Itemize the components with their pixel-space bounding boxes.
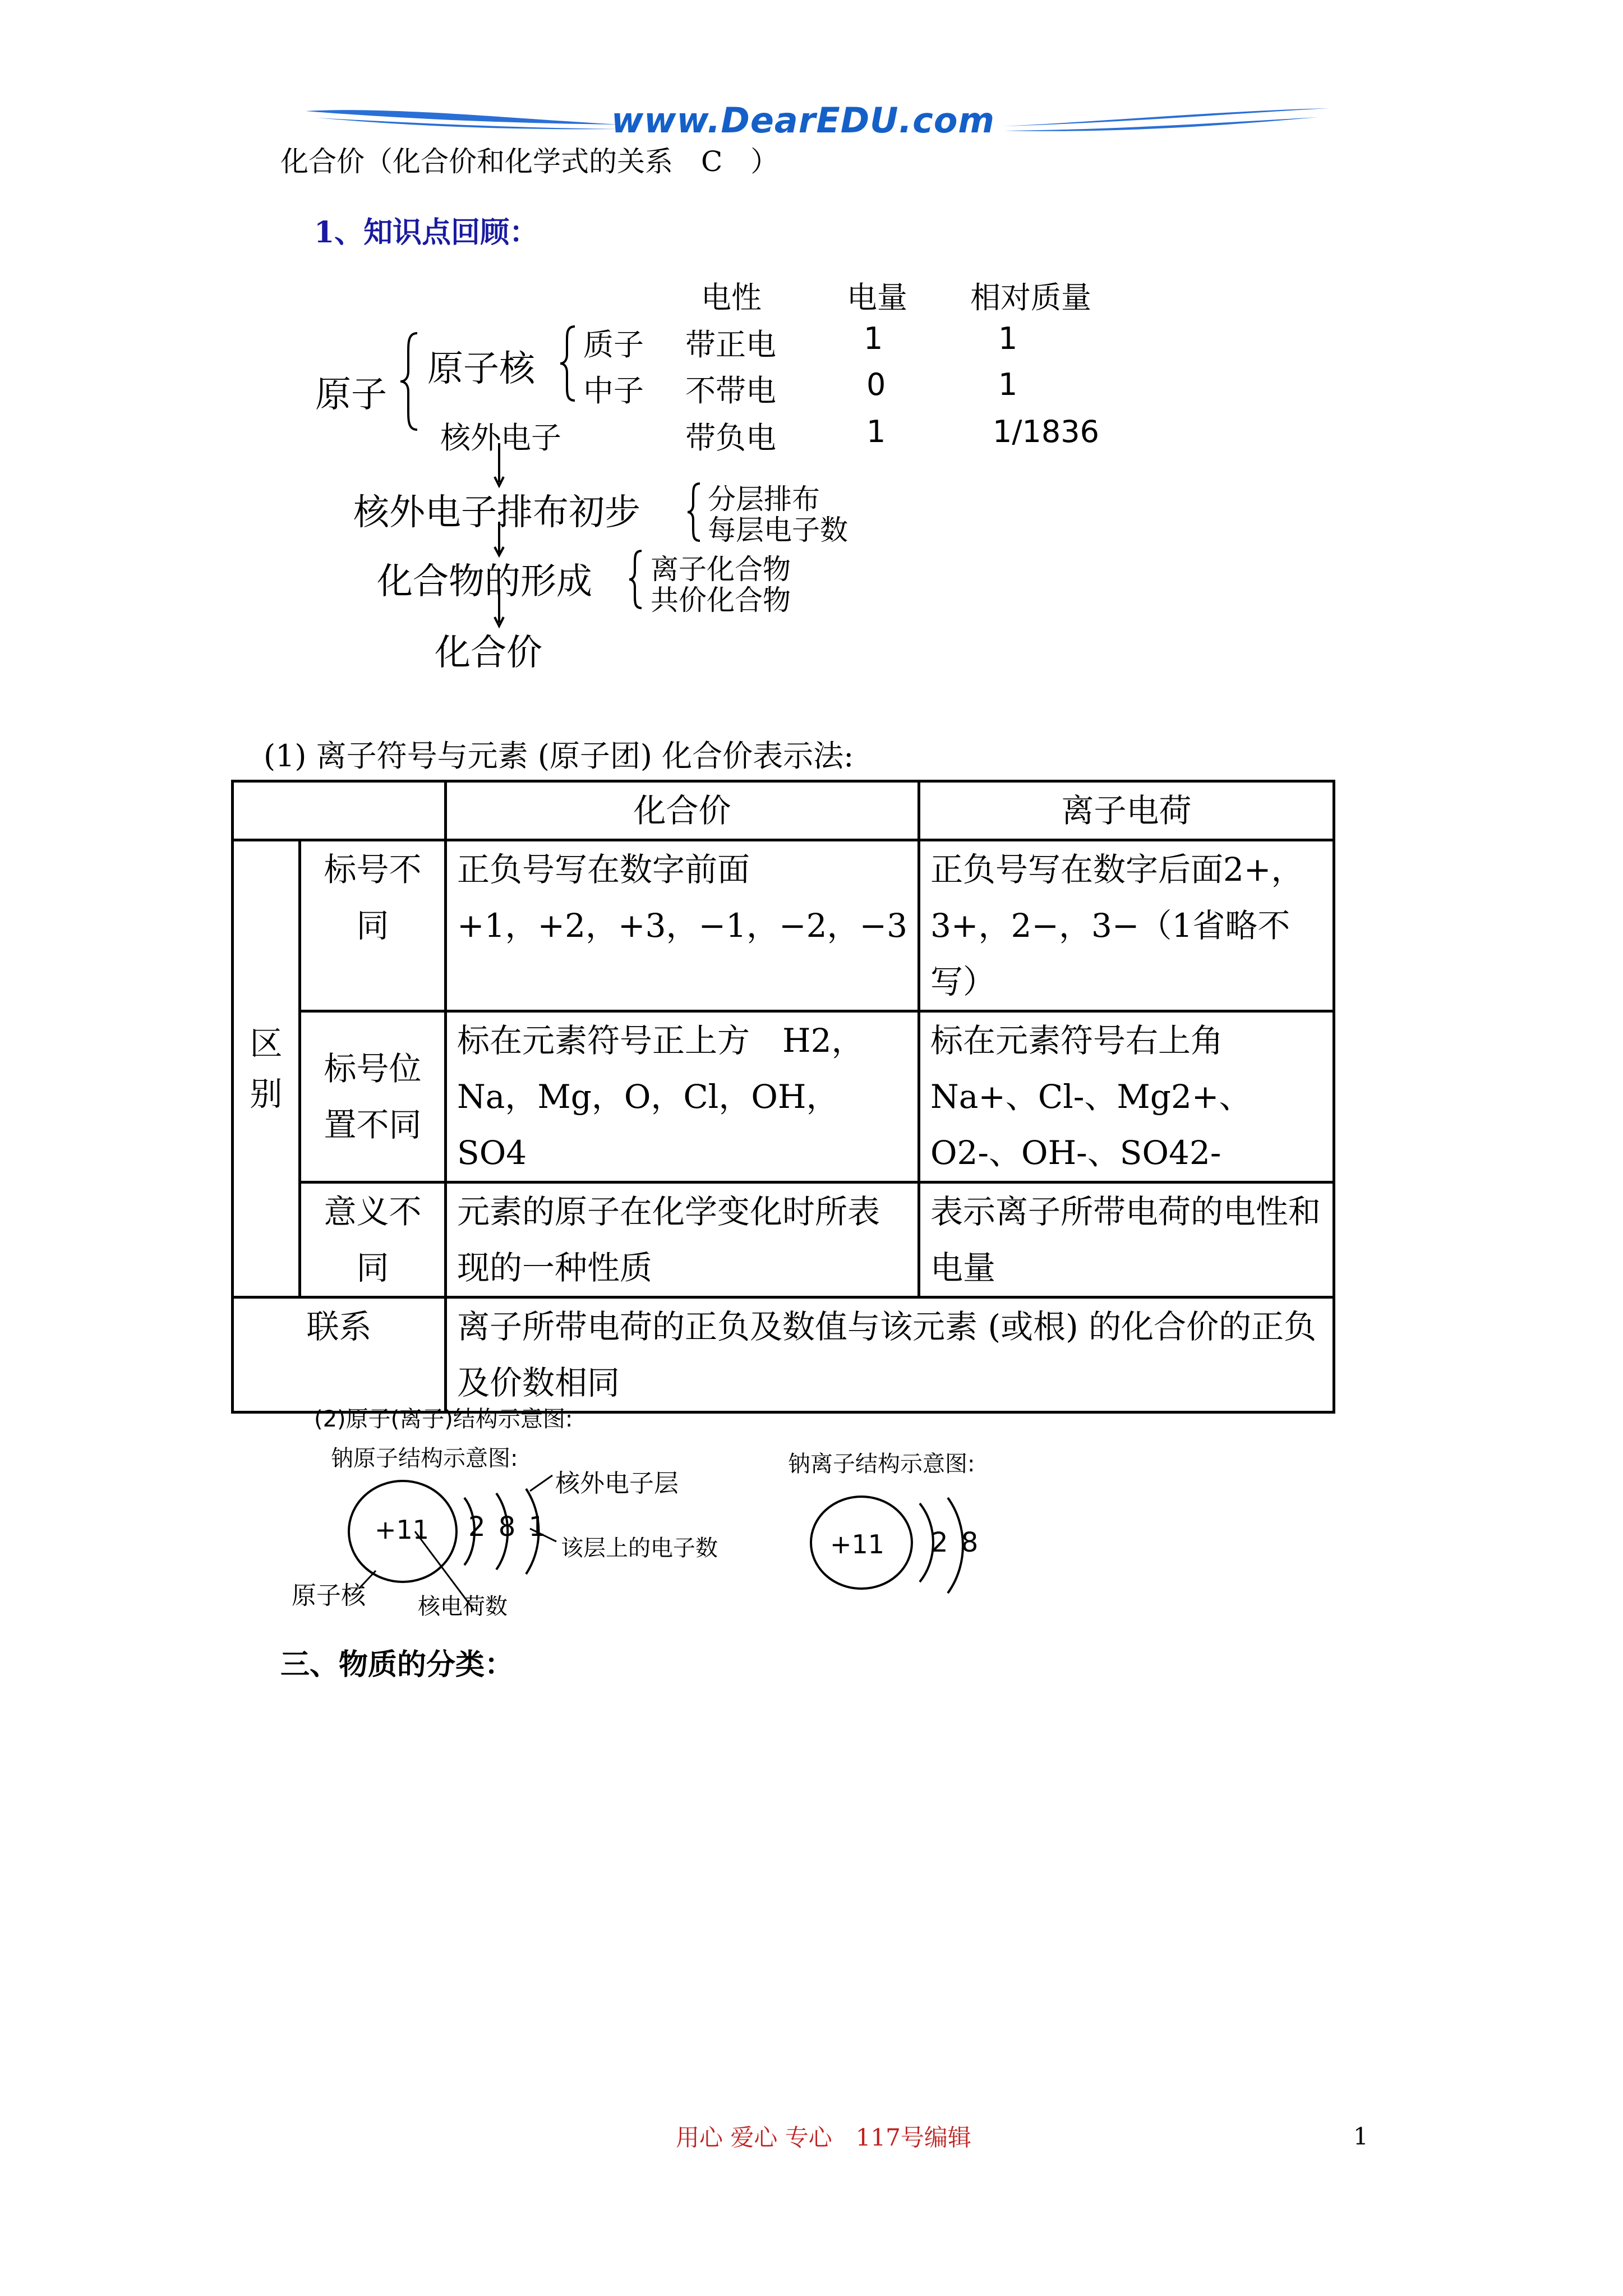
label-nuclear-charge: 核电荷数 — [418, 1594, 508, 1619]
row-valence-meaning: 元素的原子在化学变化时所表现的一种性质 — [446, 1182, 919, 1297]
label-nucleus: 原子核 — [292, 1581, 366, 1610]
col-header-mass: 相对质量 — [970, 280, 1091, 315]
row-ion-meaning: 表示离子所带电荷的电性和电量 — [919, 1182, 1334, 1297]
brace-atom-icon — [398, 331, 421, 432]
row-valence-marker: 正负号写在数字前面+1，+2，+3，−1，−2，−3 — [446, 840, 919, 1011]
section1-heading: 1、知识点回顾： — [314, 215, 539, 250]
page-title: 化合价（化合价和化学式的关系 C ） — [280, 145, 779, 178]
flow-item-covalent: 共价化合物 — [651, 584, 791, 616]
link-label: 联系 — [233, 1297, 446, 1412]
header-swoosh-right — [1004, 104, 1329, 137]
flow-valence: 化合价 — [435, 632, 542, 674]
brace-arrangement-icon — [685, 481, 702, 543]
structure-heading: (2)原子(离子)结构示意图: — [314, 1406, 573, 1432]
flow-electron-arrangement: 核外电子排布初步 — [353, 492, 640, 533]
flow-compound-formation: 化合物的形成 — [377, 561, 592, 602]
nucleus-label: 原子核 — [427, 348, 535, 390]
comparison-table — [231, 780, 1335, 1414]
row-neutron-type: 不带电 — [685, 373, 776, 408]
col-header-charge: 电量 — [847, 280, 907, 315]
footer-text: 用心 爱心 专心 117号编辑 — [676, 2124, 971, 2151]
table-row — [233, 1297, 1334, 1412]
group-label: 区别 — [250, 1024, 283, 1113]
ion-structure-caption: 钠离子结构示意图: — [788, 1451, 975, 1477]
label-outer-shell: 核外电子层 — [555, 1469, 679, 1498]
table-heading: (1) 离子符号与元素 (原子团) 化合价表示法: — [264, 738, 854, 774]
flow-arrow-icon — [488, 443, 510, 645]
atom-shell-electrons: 2 8 1 — [468, 1511, 546, 1543]
ion-shell-electrons: 2 8 — [931, 1527, 979, 1558]
table-corner-cell — [233, 781, 446, 840]
row-proton-type: 带正电 — [685, 327, 776, 362]
page-number: 1 — [1353, 2123, 1368, 2150]
col-ion-header: 离子电荷 — [919, 781, 1334, 840]
flow-item-layered: 分层排布 — [708, 483, 820, 516]
brace-nucleus-icon — [558, 324, 577, 403]
row-proton-name: 质子 — [583, 327, 644, 362]
section3-heading: 三、物质的分类： — [280, 1648, 514, 1682]
row-neutron-name: 中子 — [583, 373, 644, 408]
ion-nucleus-charge: +11 — [830, 1529, 885, 1559]
col-valence-header: 化合价 — [446, 781, 919, 840]
row-electron-name: 核外电子 — [440, 420, 561, 455]
row-ion-position: 标在元素符号右上角 Na+、Cl-、Mg2+、O2-、OH-、SO42- — [919, 1011, 1334, 1182]
flow-item-ionic: 离子化合物 — [651, 553, 791, 586]
row-proton-mass: 1 — [998, 321, 1018, 356]
atom-label: 原子 — [315, 374, 387, 416]
row-valence-position: 标在元素符号正上方 H2，Na，Mg，O，Cl，OH，SO4 — [446, 1011, 919, 1182]
row-electron-charge: 1 — [866, 414, 886, 449]
table-row — [233, 840, 1334, 1011]
header-swoosh-left — [306, 101, 620, 135]
table-row — [233, 1182, 1334, 1297]
row-electron-mass: 1/1836 — [993, 414, 1099, 449]
link-text: 离子所带电荷的正负及数值与该元素 (或根) 的化合价的正负及价数相同 — [446, 1297, 1334, 1412]
table-row — [233, 1011, 1334, 1182]
row-neutron-charge: 0 — [866, 367, 886, 402]
col-header-electrical: 电性 — [701, 280, 762, 315]
label-shell-count: 该层上的电子数 — [561, 1535, 718, 1561]
row-neutron-mass: 1 — [998, 367, 1018, 402]
row-label-position: 标号位置不同 — [300, 1011, 446, 1182]
flow-item-per-layer: 每层电子数 — [708, 514, 848, 546]
group-label-cell — [233, 840, 300, 1297]
row-proton-charge: 1 — [864, 321, 883, 356]
atom-nucleus-charge: +11 — [375, 1515, 430, 1545]
atom-structure-caption: 钠原子结构示意图: — [331, 1446, 518, 1471]
row-electron-type: 带负电 — [685, 420, 776, 455]
row-label-marker: 标号不同 — [300, 840, 446, 1011]
table-header-row — [233, 781, 1334, 840]
site-logo[interactable]: www.DearEDU.com — [611, 100, 995, 141]
row-label-meaning: 意义不同 — [300, 1182, 446, 1297]
brace-compound-icon — [627, 549, 644, 610]
row-ion-marker: 正负号写在数字后面2+，3+，2−，3−（1省略不写） — [919, 840, 1334, 1011]
